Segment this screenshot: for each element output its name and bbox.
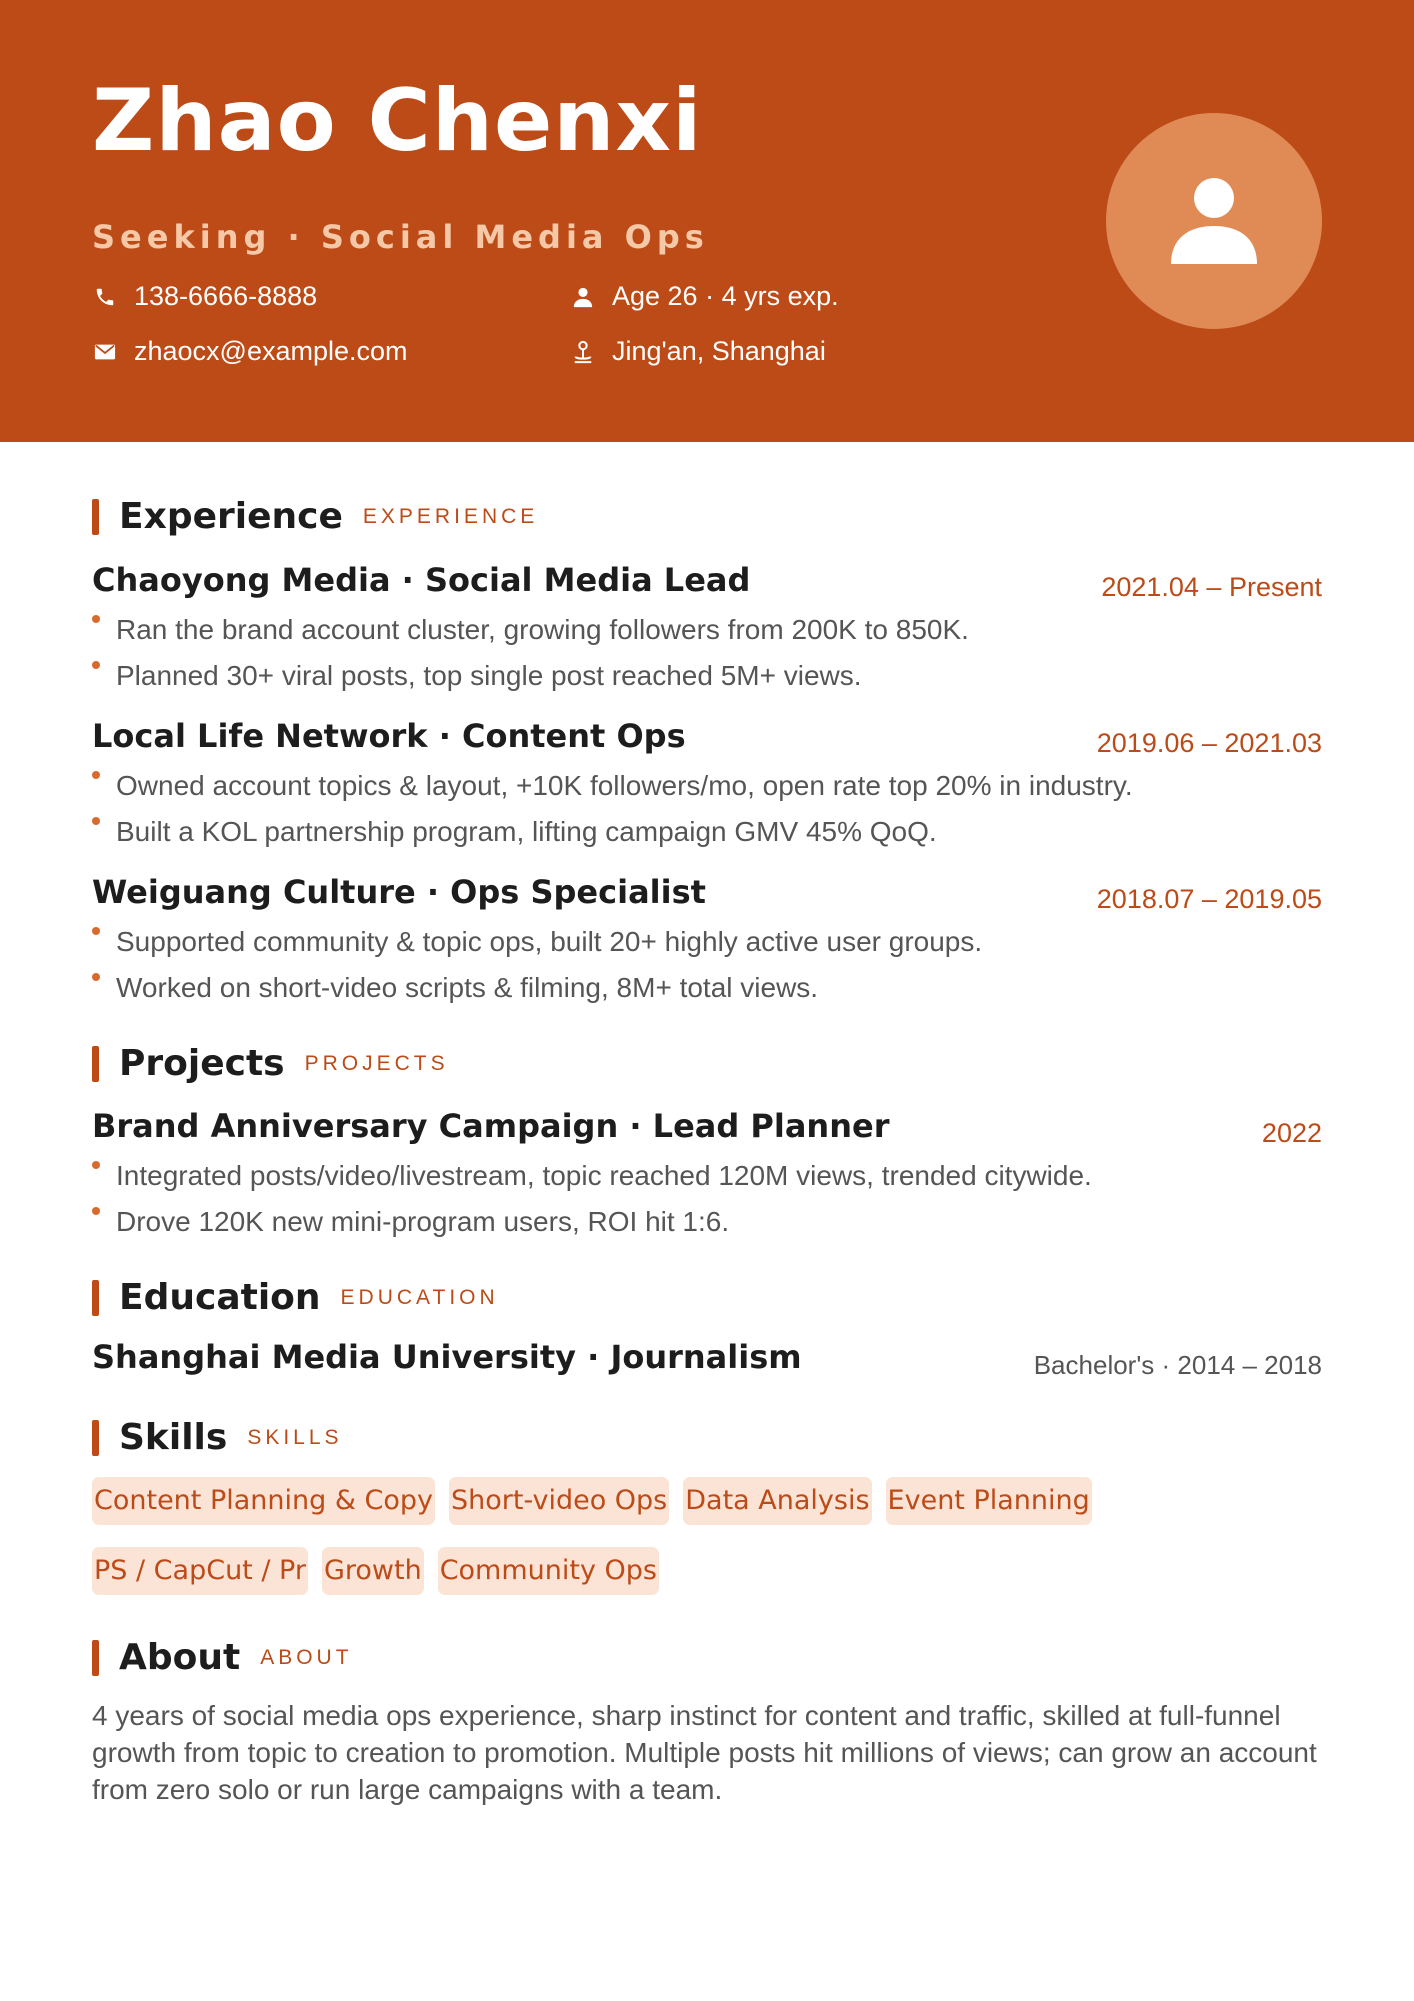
experience-bullet: Ran the brand account cluster, growing followers from 200K to 850K.: [92, 614, 969, 646]
project-title: Brand Anniversary Campaign · Lead Planner: [92, 1107, 890, 1145]
about-text: 4 years of social media ops experience, sharp instinct for content and traffic, skilled at full-funnel growth from topic to creation to promotion. Multiple posts hit millions of views; can grow an account from zero solo or run large campaigns with a team.: [92, 1700, 1317, 1805]
bullet-dot: [92, 927, 100, 935]
avatar: [1106, 113, 1322, 329]
seeking-position: Seeking · Social Media Ops: [92, 218, 709, 256]
section-marker: [92, 1046, 99, 1082]
bullet-dot: [92, 771, 100, 779]
skill-tag: Content Planning & Copy: [92, 1477, 435, 1525]
experience-date: 2018.07 – 2019.05: [1096, 884, 1322, 914]
education-date: Bachelor's · 2014 – 2018: [1033, 1350, 1322, 1380]
experience-bullet: Owned account topics & layout, +10K followers/mo, open rate top 20% in industry.: [92, 770, 1133, 802]
person-icon: [570, 284, 596, 310]
skills-row: [92, 1477, 1092, 1525]
resume-header: [0, 0, 1414, 442]
experience-bullet: Built a KOL partnership program, lifting campaign GMV 45% QoQ.: [92, 816, 937, 848]
section-marker: [92, 1280, 99, 1316]
section-experience-heading: [92, 496, 538, 537]
bullet-dot: [92, 1161, 100, 1169]
project-bullet: Drove 120K new mini-program users, ROI hit 1:6.: [92, 1206, 729, 1238]
contact-email: [92, 336, 408, 367]
location: Jing'an, Shanghai: [612, 336, 826, 366]
location-pin-icon: [570, 339, 596, 365]
section-projects-heading: [92, 1043, 449, 1084]
section-skills-heading: [92, 1417, 343, 1458]
section-title: Skills: [119, 1417, 228, 1458]
candidate-name: Zhao Chenxi: [92, 71, 703, 171]
experience-date: 2019.06 – 2021.03: [1096, 728, 1322, 758]
experience-title: Weiguang Culture · Ops Specialist: [92, 873, 706, 911]
skill-tag: Data Analysis: [683, 1477, 871, 1525]
age-experience: Age 26 · 4 yrs exp.: [612, 281, 839, 311]
bullet-dot: [92, 1207, 100, 1215]
contact-location: [570, 336, 826, 367]
project-date: 2022: [1261, 1118, 1322, 1148]
experience-title: Chaoyong Media · Social Media Lead: [92, 561, 751, 599]
section-title: About: [119, 1637, 241, 1678]
section-marker: [92, 1420, 99, 1456]
contact-age: [570, 281, 839, 312]
email-address[interactable]: zhaocx@example.com: [134, 336, 408, 366]
section-education-heading: [92, 1277, 499, 1318]
bullet-dot: [92, 615, 100, 623]
education-title: Shanghai Media University · Journalism: [92, 1338, 802, 1376]
phone-icon: [92, 284, 118, 310]
experience-title: Local Life Network · Content Ops: [92, 717, 686, 755]
project-bullet: Integrated posts/video/livestream, topic reached 120M views, trended citywide.: [92, 1160, 1092, 1192]
contact-phone: [92, 281, 317, 312]
section-marker: [92, 499, 99, 535]
bullet-dot: [92, 661, 100, 669]
skill-tag: Growth: [322, 1547, 424, 1595]
section-subtitle: PROJECTS: [304, 1051, 449, 1075]
skill-tag: PS / CapCut / Pr: [92, 1547, 308, 1595]
skill-tag: Community Ops: [438, 1547, 659, 1595]
section-title: Education: [119, 1277, 321, 1318]
bullet-dot: [92, 973, 100, 981]
skill-tag: Short-video Ops: [449, 1477, 669, 1525]
phone-number[interactable]: 138-6666-8888: [134, 281, 318, 311]
section-about-heading: [92, 1637, 353, 1678]
section-title: Projects: [119, 1043, 285, 1084]
experience-bullet: Worked on short-video scripts & filming, 8M+ total views.: [92, 972, 818, 1004]
avatar-icon: [1171, 174, 1257, 269]
section-subtitle: SKILLS: [247, 1425, 343, 1449]
skills-row: [92, 1547, 659, 1595]
experience-date: 2021.04 – Present: [1101, 572, 1322, 602]
section-subtitle: EDUCATION: [340, 1285, 499, 1309]
bullet-dot: [92, 817, 100, 825]
skill-tag: Event Planning: [886, 1477, 1092, 1525]
section-subtitle: EXPERIENCE: [362, 504, 539, 528]
section-marker: [92, 1640, 99, 1676]
mail-icon: [92, 339, 118, 365]
section-title: Experience: [119, 496, 343, 537]
experience-bullet: Planned 30+ viral posts, top single post reached 5M+ views.: [92, 660, 862, 692]
section-subtitle: ABOUT: [260, 1645, 353, 1669]
experience-bullet: Supported community & topic ops, built 20+ highly active user groups.: [92, 926, 982, 958]
